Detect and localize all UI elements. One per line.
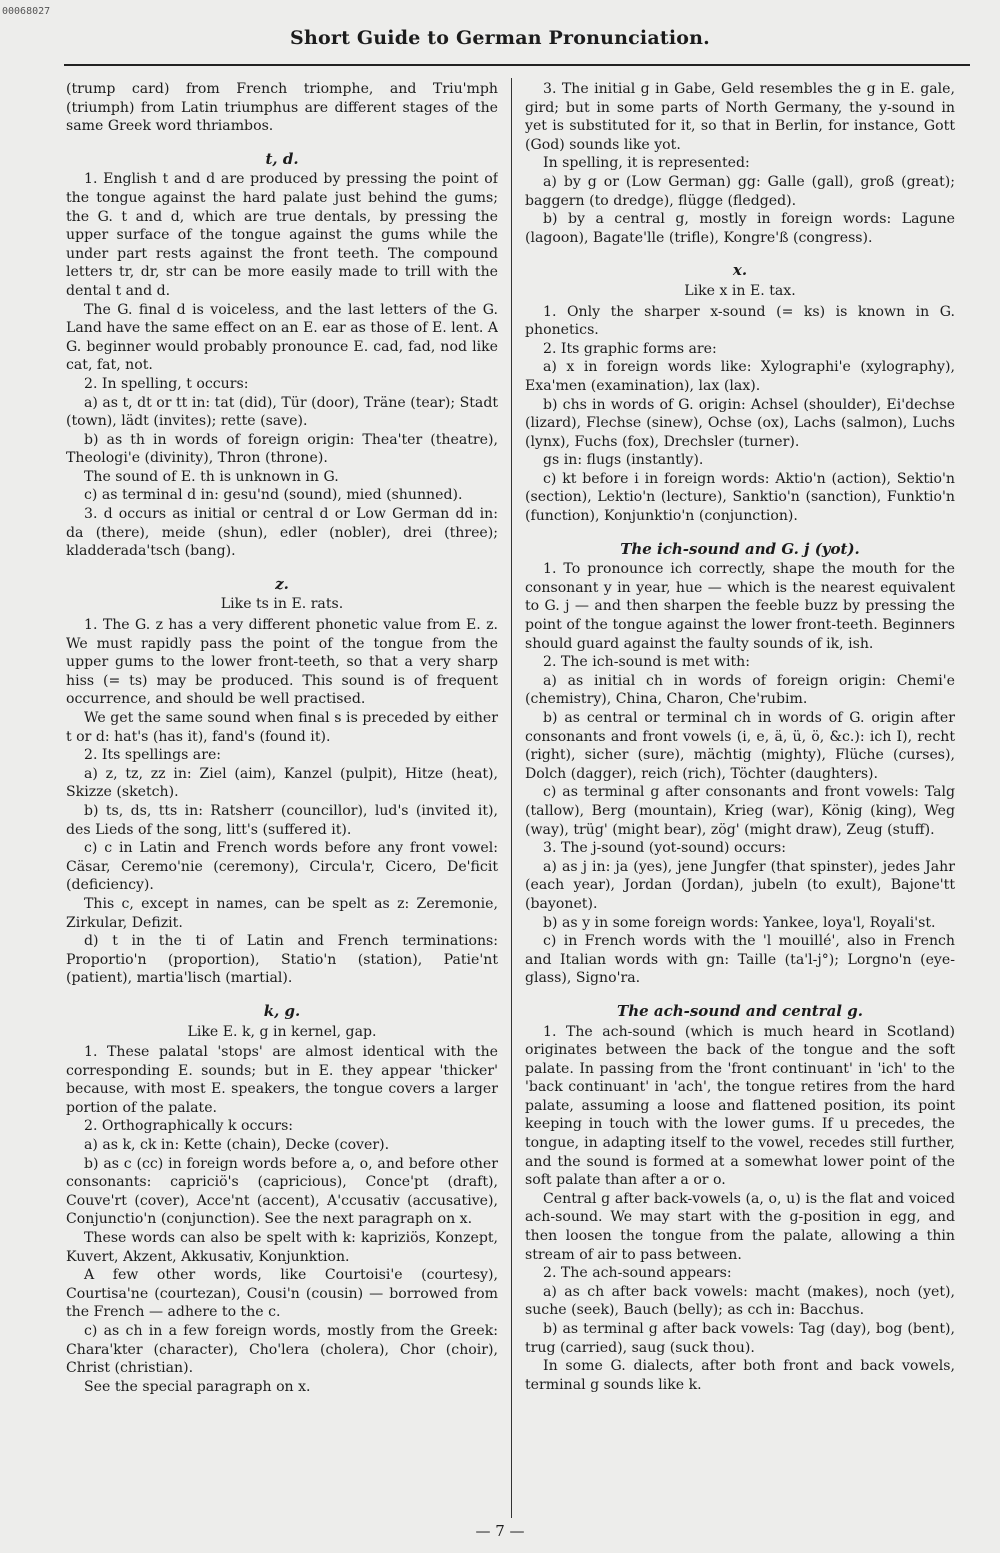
paragraph: (trump card) from French triomphe, and Triu'mph (triumph) from Latin triumphus are different stages of the same Greek word thriambos. xyxy=(66,81,498,135)
paragraph: c) as ch in a few foreign words, mostly from the Greek: Chara'kter (character), Cho'lera (cholera), Chor (choir), Christ (christian). xyxy=(66,1323,498,1377)
paragraph: b) by a central g, mostly in foreign words: Lagune (lagoon), Bagate'lle (trifle), Kongre'ß (congress). xyxy=(525,211,955,246)
paragraph: 2. In spelling, t occurs: xyxy=(84,375,249,392)
paragraph: The G. final d is voiceless, and the last letters of the G. Land have the same effect on an E. ear as those of E. lent. A G. beginner would probably pronounce E. cad, fad, nod like cat, fat, not. xyxy=(66,301,498,374)
paragraph: b) ts, ds, tts in: Ratsherr (councillor), lud's (invited it), des Lieds of the song, litt's (suffered it). xyxy=(66,802,498,838)
paragraph: We get the same sound when final s is preceded by either t or d: hat's (has it), fand's (found it). xyxy=(66,710,498,745)
paragraph: a) z, tz, zz in: Ziel (aim), Kanzel (pulpit), Hitze (heat), Skizze (sketch). xyxy=(66,765,498,801)
paragraph: 1. The G. z has a very different phonetic value from E. z. We must rapidly pass the point of the tongue from the upper gums to the lower front-teeth, so that a very sharp hiss (= ts) may be produced. This sound is of frequent occurrence, and should be well practised. xyxy=(66,617,498,708)
paragraph: a) by g or (Low German) gg: Galle (gall), groß (great); baggern (to dredge), flügge (fledged). xyxy=(525,173,955,209)
paragraph: In some G. dialects, after both front and back vowels, terminal g sounds like k. xyxy=(525,1358,955,1393)
paragraph: 2. The ach-sound appears: xyxy=(543,1265,732,1282)
paragraph: In spelling, it is represented: xyxy=(543,155,750,172)
paragraph: a) as j in: ja (yes), jene Jungfer (that spinster), jedes Jahr (each year), Jordan (Jordan), jubeln (to exult), Bajone'tt (bayonet). xyxy=(525,858,955,912)
section-subheading: Like ts in E. rats. xyxy=(220,596,344,613)
section-heading: k, g. xyxy=(263,1001,301,1020)
paragraph: c) as terminal d in: gesu'nd (sound), mied (shunned). xyxy=(84,487,463,504)
paragraph: 2. Orthographically k occurs: xyxy=(84,1118,294,1135)
paragraph: See the special paragraph on x. xyxy=(84,1378,311,1395)
paragraph: The sound of E. th is unknown in G. xyxy=(84,468,339,485)
paragraph: a) as k, ck in: Kette (chain), Decke (cover). xyxy=(84,1137,390,1154)
paragraph: b) as terminal g after back vowels: Tag (day), bog (bent), trug (carried), saug (suck thou). xyxy=(525,1321,955,1356)
page-number: — 7 — xyxy=(475,1522,525,1540)
right-column xyxy=(525,80,955,1520)
paragraph: c) in French words with the 'l mouillé', also in French and Italian words with gn: Taille (ta'l-j°); Lorgno'n (eye-glass), Signo'ra. xyxy=(525,933,955,987)
column-divider xyxy=(511,78,512,1518)
paragraph: a) x in foreign words like: Xylographi'e (xylography), Exa'men (examination), lax (lax). xyxy=(525,359,955,394)
section-heading: The ich-sound and G. j (yot). xyxy=(620,539,860,558)
paragraph: 1. English t and d are produced by pressing the point of the tongue against the hard palate just behind the gums; the G. t and d, which are true dentals, by pressing the upper surface of the tongue against the gums while the under part rests against the front teeth. The compound letters tr, dr, str can be more easily made to trill with the dental t and d. xyxy=(66,171,498,299)
paragraph: 3. The initial g in Gabe, Geld resembles the g in E. gale, gird; but in some parts of North Germany, the y-sound in yet is substituted for it, so that in Berlin, for instance, Gott (God) sounds like yot. xyxy=(525,81,955,153)
paragraph: a) as ch after back vowels: macht (makes), noch (yet), suche (seek), Bauch (belly); as cch in: Bacchus. xyxy=(525,1283,955,1319)
paragraph: 1. To pronounce ich correctly, shape the mouth for the consonant y in year, hue — which is the nearest equivalent to G. j — and then sharpen the feeble buzz by pressing the point of the tongue against the lower front-teeth. Beginners should guard against the faulty sounds of ik, ish. xyxy=(525,561,955,652)
section-subheading: Like E. k, g in kernel, gap. xyxy=(187,1023,377,1040)
section-heading: t, d. xyxy=(265,149,299,168)
paragraph: 1. Only the sharper x-sound (= ks) is known in G. phonetics. xyxy=(525,303,955,339)
paragraph: This c, except in names, can be spelt as z: Zeremonie, Zirkular, Defizit. xyxy=(66,895,498,931)
paragraph: 1. The ach-sound (which is much heard in Scotland) originates between the back of the tongue and the soft palate. In passing from the 'front continuant' in 'ich' to the 'back continuant' in 'ach', the tongue retires from the hard palate, assuming a loose and flattened position, its point keeping in touch with the lower gums. If u precedes, the tongue, in adapting itself to the vowel, recedes still further, and the sound is formed at a somewhat lower point of the soft palate than after a or o. xyxy=(525,1023,955,1189)
section-subheading: Like x in E. tax. xyxy=(684,282,796,299)
paragraph: b) as y in some foreign words: Yankee, loya'l, Royali'st. xyxy=(543,914,936,931)
paragraph: b) as th in words of foreign origin: Thea'ter (theatre), Theologi'e (divinity), Thron (throne). xyxy=(66,431,498,467)
paragraph: a) as initial ch in words of foreign origin: Chemi'e (chemistry), China, Charon, Che'rubim. xyxy=(525,672,955,708)
paragraph: 2. The ich-sound is met with: xyxy=(543,654,750,671)
paragraph: b) as c (cc) in foreign words before a, o, and before other consonants: capriciö's (capricious), Conce'pt (draft), Couve'rt (cover), Acce'nt (accent), A'ccusativ (accusative), Conjunctio'n (conjunction). See the next paragraph on x. xyxy=(66,1155,498,1228)
paragraph: 3. d occurs as initial or central d or Low German dd in: da (there), meide (shun), edler (nobler), drei (three); kladderada'tsch (bang). xyxy=(66,506,498,560)
paragraph: c) as terminal g after consonants and front vowels: Talg (tallow), Berg (mountain), Krieg (war), König (king), Weg (way), trüg' (might bear), zög' (might draw), Zeug (stuff). xyxy=(525,784,955,838)
header-rule xyxy=(64,64,970,66)
paragraph: 2. Its graphic forms are: xyxy=(543,340,717,357)
paragraph: d) t in the ti of Latin and French terminations: Proportio'n (proportion), Statio'n (station), Patie'nt (patient), martia'lisch (martial). xyxy=(66,933,498,987)
section-heading: The ach-sound and central g. xyxy=(617,1001,863,1020)
paragraph: b) as central or terminal ch in words of G. origin after consonants and front vowels (i, e, ä, ü, ö, &c.): ich I), recht (right), sicher (sure), mächtig (mighty), Flüche (curses), Dolch (dagger), reich (rich), Töchter (daughters). xyxy=(525,710,955,782)
paragraph: 3. The j-sound (yot-sound) occurs: xyxy=(543,840,787,857)
paragraph: 1. These palatal 'stops' are almost identical with the corresponding E. sounds; but in E. they appear 'thicker' because, with most E. speakers, the tongue covers a larger portion of the palate. xyxy=(66,1044,498,1116)
paragraph: c) c in Latin and French words before any front vowel: Cäsar, Ceremo'nie (ceremony), Circula'r, Cicero, De'ficit (deficiency). xyxy=(66,840,498,894)
paragraph: c) kt before i in foreign words: Aktio'n (action), Sektio'n (section), Lektio'n (lecture), Sanktio'n (sanction), Funktio'n (function), Konjunktio'n (conjunction). xyxy=(525,470,955,525)
scan-id: 00068027 xyxy=(2,6,51,17)
paragraph: A few other words, like Courtoisi'e (courtesy), Courtisa'ne (courtezan), Cousi'n (cousin) — borrowed from the French — adhere to the c. xyxy=(66,1267,498,1321)
paragraph: Central g after back-vowels (a, o, u) is the flat and voiced ach-sound. We may start with the g-position in egg, and then loosen the tongue from the palate, allowing a thin stream of air to pass between. xyxy=(525,1190,955,1263)
paragraph: 2. Its spellings are: xyxy=(84,747,222,764)
paragraph: b) chs in words of G. origin: Achsel (shoulder), Ei'dechse (lizard), Flechse (sinew), Ochse (ox), Lachs (salmon), Luchs (lynx), Fuchs (fox), Drechsler (turner). xyxy=(525,396,955,450)
section-heading: z. xyxy=(275,574,289,593)
paragraph: These words can also be spelt with k: kapriziös, Konzept, Kuvert, Akzent, Akkusativ, Konjunktion. xyxy=(66,1230,498,1265)
paragraph: a) as t, dt or tt in: tat (did), Tür (door), Träne (tear); Stadt (town), lädt (invites); rette (save). xyxy=(66,394,498,430)
section-heading: x. xyxy=(732,261,748,280)
left-column xyxy=(66,80,498,1520)
running-head: Short Guide to German Pronunciation. xyxy=(290,27,710,49)
paragraph: gs in: flugs (instantly). xyxy=(543,452,704,469)
